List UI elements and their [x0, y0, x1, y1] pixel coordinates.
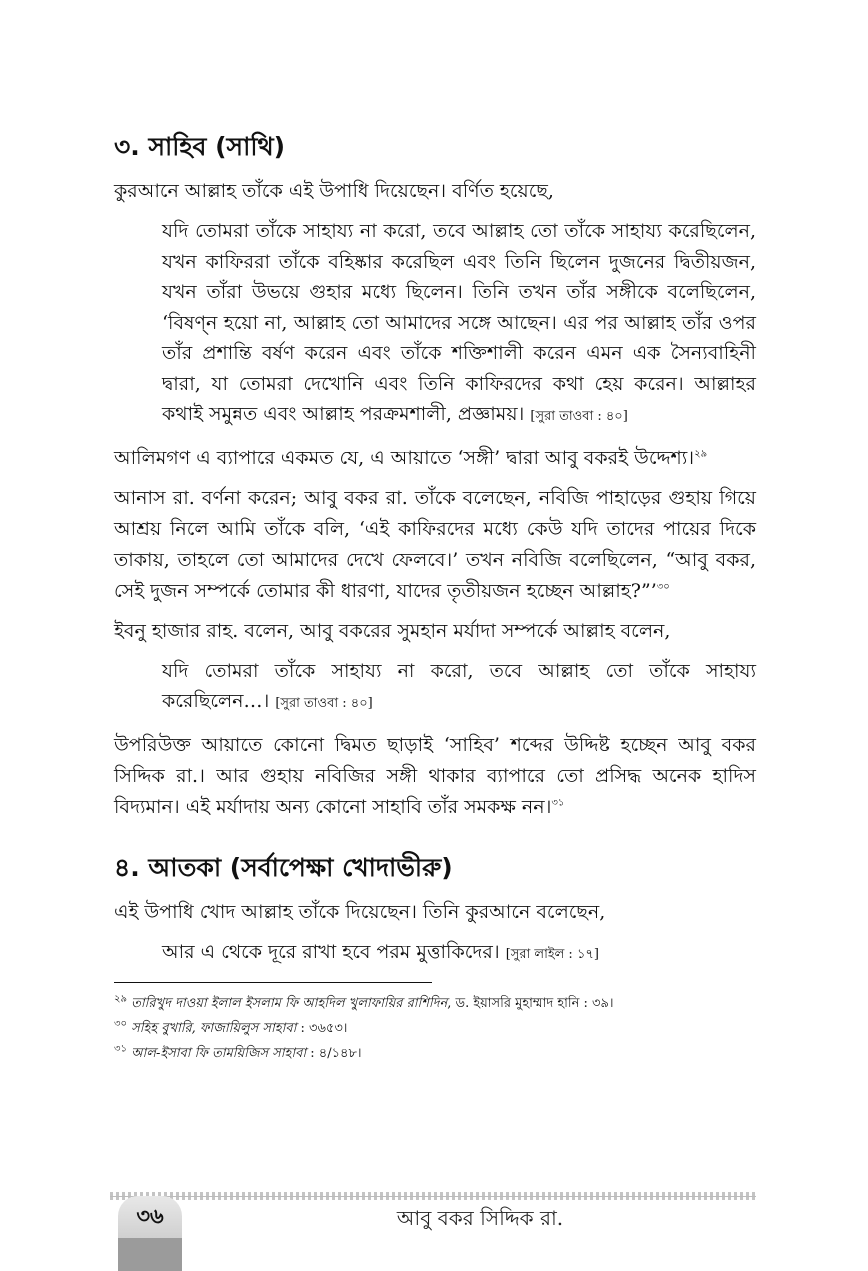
quran-quote	[162, 656, 756, 720]
quran-quote	[162, 216, 756, 433]
quote-reference: [সুরা তাওবা : ৪০]	[530, 409, 628, 424]
footnote-detail: , ড. ইয়াসরি মুহাম্মাদ হানি : ৩৯।	[447, 996, 614, 1011]
quote-reference: [সুরা তাওবা : ৪০]	[275, 696, 373, 711]
section-intro: কুরআনে আল্লাহ তাঁকে এই উপাধি দিয়েছেন। বর্ণিত হয়েছে,	[114, 180, 554, 202]
footnote-source-title: আল-ইসাবা ফি তাময়িজিস সাহাবা	[131, 1046, 307, 1061]
page-number-tab-shade	[118, 1238, 182, 1271]
quote-text: যদি তোমরা তাঁকে সাহায্য না করো, তবে আল্লাহ তো তাঁকে সাহায্য করেছিলেন…।	[162, 659, 756, 712]
footer-divider	[110, 1196, 756, 1197]
paragraph-anas	[114, 483, 756, 607]
footnote-number: ৩১	[114, 1043, 127, 1055]
section-heading-sahib: ৩. সাহিব (সাথি)	[114, 132, 286, 161]
quote-text: যদি তোমরা তাঁকে সাহায্য না করো, তবে আল্লাহ তো তাঁকে সাহায্য করেছিলেন, যখন কাফিররা তাঁকে বহিষ্কার করেছিল এবং তিনি ছিলেন দুজনের দ্বিতীয়জন, যখন তাঁরা উভয়ে গুহার মধ্যে ছিলেন। তিনি তখন তাঁর সঙ্গীকে বলেছিলেন, ‘বিষণ্ন হয়ো না, আল্লাহ তো আমাদের সঙ্গে আছেন। এর পর আল্লাহ তাঁর ওপর তাঁর প্রশান্তি বর্ষণ করেন এবং তাঁকে শক্তিশালী করেন এমন এক সৈন্যবাহিনী দ্বারা, যা তোমরা দেখোনি এবং তিনি কাফিরদের কথা হেয় করেন। আল্লাহর কথাই সমুন্নত এবং আল্লাহ পরক্রমশালী, প্রজ্ঞাময়।	[162, 220, 756, 425]
footnote-source-title: তারিখুদ দাওয়া ইলাল ইসলাম ফি আহদিল খুলাফায়ির রাশিদিন	[131, 996, 448, 1011]
page-content	[114, 128, 756, 1066]
quote-reference: [সুরা লাইল : ১৭]	[505, 946, 599, 962]
paragraph-conclusion	[114, 730, 756, 823]
footnote	[114, 1041, 756, 1066]
footnote-detail: : ৪/১৪৮।	[306, 1046, 362, 1061]
paragraph-scholars	[114, 443, 756, 474]
quran-quote	[162, 937, 756, 971]
running-title: আবু বকর সিদ্দিক রা.	[396, 1206, 564, 1230]
footnote-detail: : ৩৬৫৩।	[296, 1021, 348, 1036]
footnote-marker: ৩০	[656, 581, 670, 593]
paragraph-text: আলিমগণ এ ব্যাপারে একমত যে, এ আয়াতে ‘সঙ্গী’ দ্বারা আবু বকরই উদ্দেশ্য।	[114, 446, 695, 469]
footnote	[114, 1016, 756, 1041]
quote-text: আর এ থেকে দূরে রাখা হবে পরম মুত্তাকিদের।	[162, 940, 500, 963]
paragraph-ibn-hajar: ইবনু হাজার রাহ. বলেন, আবু বকরের সুমহান মর্যাদা সম্পর্কে আল্লাহ বলেন,	[114, 619, 671, 642]
footnote-source-title: সহিহ বুখারি, ফাজায়িলুস সাহাবা	[131, 1021, 297, 1036]
footnote-number: ৩০	[114, 1018, 128, 1030]
footnote-marker: ৩১	[551, 797, 565, 809]
section-heading-atqa: ৪. আতকা (সর্বাপেক্ষা খোদাভীরু)	[114, 852, 453, 882]
page-number: ৩৬	[136, 1204, 164, 1228]
section-intro: এই উপাধি খোদ আল্লাহ তাঁকে দিয়েছেন। তিনি কুরআনে বলেছেন,	[114, 900, 606, 923]
footnote-number: ২৯	[114, 993, 127, 1005]
footnote-divider	[114, 982, 432, 983]
footnote-marker: ২৯	[694, 448, 708, 460]
paragraph-text: উপরিউক্ত আয়াতে কোনো দ্বিমত ছাড়াই ‘সাহিব’ শব্দের উদ্দিষ্ট হচ্ছেন আবু বকর সিদ্দিক রা.। আর গুহায় নবিজির সঙ্গী থাকার ব্যাপারে তো প্রসিদ্ধ অনেক হাদিস বিদ্যমান। এই মর্যাদায় অন্য কোনো সাহাবি তাঁর সমকক্ষ নন।	[114, 733, 756, 818]
paragraph-text: আনাস রা. বর্ণনা করেন; আবু বকর রা. তাঁকে বলেছেন, নবিজি পাহাড়ের গুহায় গিয়ে আশ্রয় নিলে আমি তাঁকে বলি, ‘এই কাফিরদের মধ্যে কেউ যদি তাদের পায়ের দিকে তাকায়, তাহলে তো আমাদের দেখে ফেলবে।’ তখন নবিজি বলেছিলেন, “আবু বকর, সেই দুজন সম্পর্কে তোমার কী ধারণা, যাদের তৃতীয়জন হচ্ছেন আল্লাহ?”’	[114, 486, 756, 602]
footnote	[114, 991, 756, 1016]
